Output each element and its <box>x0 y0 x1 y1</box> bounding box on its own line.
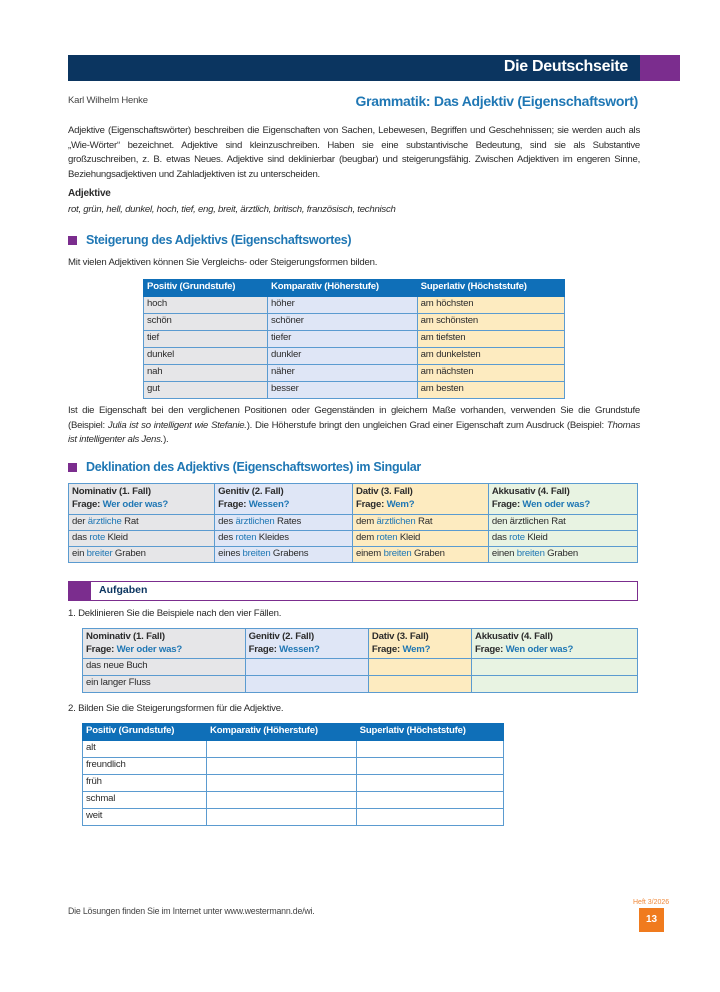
table-cell: freundlich <box>83 758 207 775</box>
column-header-dativ: Dativ (3. Fall) Frage: Wem? <box>368 629 471 659</box>
issue-label: Heft 3/2026 <box>633 899 670 906</box>
task-1: 1. Deklinieren Sie die Beispiele nach den vier Fällen. <box>68 608 282 619</box>
answer-cell[interactable] <box>207 741 357 758</box>
table-row <box>144 365 565 382</box>
table-cell: des roten Kleides <box>215 531 353 547</box>
square-bullet-icon <box>68 236 77 245</box>
answer-cell[interactable] <box>356 775 503 792</box>
section-heading-text: Deklination des Adjektivs (Eigenschaftswortes) im Singular <box>86 460 421 474</box>
table-cell: ein langer Fluss <box>83 676 246 693</box>
table-cell: einem breiten Graben <box>352 547 488 563</box>
header-band <box>68 55 680 81</box>
column-header-akkusativ: Akkusativ (4. Fall) Frage: Wen oder was? <box>488 484 637 515</box>
solutions-note: Die Lösungen finden Sie im Internet unter www.westermann.de/wi. <box>68 906 315 916</box>
task-2: 2. Bilden Sie die Steigerungsformen für die Adjektive. <box>68 703 284 714</box>
intro-paragraph: Adjektive (Eigenschaftswörter) beschreiben die Eigenschaften von Sachen, Lebewesen, Begriffen und Geschehnissen; sie werden auch als „Wie-Wörter“ bezeichnet. Adjektive sind kleinzuschreiben. Haben sie eine substantivische Bedeutung, sind sie als Substantive großzuschreiben, z. B. etwas Neues. Adjektive sind deklinierbar (beugbar) und steigerungsfähig. Zwischen Adjektiven im engeren Sinne, Beziehungsadjektiven und Zahladjektiven ist zu unterscheiden. <box>68 125 640 180</box>
table-row <box>144 382 565 399</box>
table-cell: tief <box>144 331 268 348</box>
column-header-nominativ: Nominativ (1. Fall) Frage: Wer oder was? <box>69 484 215 515</box>
table-row <box>83 659 638 676</box>
table-cell: das rote Kleid <box>488 531 637 547</box>
answer-cell[interactable] <box>472 676 638 693</box>
table-cell: besser <box>268 382 418 399</box>
column-header-genitiv: Genitiv (2. Fall) Frage: Wessen? <box>245 629 368 659</box>
answer-cell[interactable] <box>356 741 503 758</box>
table-row <box>144 348 565 365</box>
answer-cell[interactable] <box>368 659 471 676</box>
column-header-akkusativ: Akkusativ (4. Fall) Frage: Wen oder was? <box>472 629 638 659</box>
accent-block <box>69 582 91 600</box>
exercise-deklination-table <box>82 628 638 693</box>
column-header-nominativ: Nominativ (1. Fall) Frage: Wer oder was? <box>83 629 246 659</box>
table-cell: dunkel <box>144 348 268 365</box>
column-header-genitiv: Genitiv (2. Fall) Frage: Wessen? <box>215 484 353 515</box>
answer-cell[interactable] <box>207 792 357 809</box>
table-cell: hoch <box>144 297 268 314</box>
answer-cell[interactable] <box>207 758 357 775</box>
answer-cell[interactable] <box>245 659 368 676</box>
table-cell: am schönsten <box>417 314 564 331</box>
square-bullet-icon <box>68 463 77 472</box>
answer-cell[interactable] <box>245 676 368 693</box>
table-cell: schön <box>144 314 268 331</box>
answer-cell[interactable] <box>207 809 357 826</box>
table-cell: eines breiten Grabens <box>215 547 353 563</box>
table-cell: am dunkelsten <box>417 348 564 365</box>
section-heading-text: Steigerung des Adjektivs (Eigenschaftswortes) <box>86 233 352 247</box>
section-heading-steigerung <box>68 233 351 247</box>
column-header-dativ: Dativ (3. Fall) Frage: Wem? <box>352 484 488 515</box>
table-row <box>83 676 638 693</box>
table-row <box>69 531 638 547</box>
table-cell: gut <box>144 382 268 399</box>
table-cell: weit <box>83 809 207 826</box>
column-header: Superlativ (Höchststufe) <box>417 280 564 297</box>
column-header: Positiv (Grundstufe) <box>144 280 268 297</box>
adjectives-heading: Adjektive <box>68 188 111 199</box>
example-sentence: Thomas ist intelligenter als Jens. <box>68 419 640 445</box>
table-cell: das rote Kleid <box>69 531 215 547</box>
table-row <box>144 297 565 314</box>
author: Karl Wilhelm Henke <box>68 95 148 106</box>
answer-cell[interactable] <box>356 758 503 775</box>
section-heading-deklination <box>68 460 421 474</box>
table-cell: schmal <box>83 792 207 809</box>
steigerung-lead: Mit vielen Adjektiven können Sie Vergleichs- oder Steigerungsformen bilden. <box>68 257 378 268</box>
table-cell: einen breiten Graben <box>488 547 637 563</box>
column-header: Superlativ (Höchststufe) <box>356 724 503 741</box>
table-cell: schöner <box>268 314 418 331</box>
table-cell: alt <box>83 741 207 758</box>
table-row <box>83 741 504 758</box>
exercise-steigerung-table <box>82 723 504 826</box>
table-cell: früh <box>83 775 207 792</box>
table-cell: am tiefsten <box>417 331 564 348</box>
deklination-table <box>68 483 638 563</box>
table-row <box>83 792 504 809</box>
table-cell: nah <box>144 365 268 382</box>
answer-cell[interactable] <box>356 809 503 826</box>
adjectives-list: rot, grün, hell, dunkel, hoch, tief, eng, breit, ärztlich, britisch, französisch, technisch <box>68 204 396 215</box>
aufgaben-banner <box>68 581 638 601</box>
table-cell: dem roten Kleid <box>352 531 488 547</box>
column-header: Komparativ (Höherstufe) <box>268 280 418 297</box>
table-cell: am höchsten <box>417 297 564 314</box>
answer-cell[interactable] <box>368 676 471 693</box>
column-header: Komparativ (Höherstufe) <box>207 724 357 741</box>
page-title: Grammatik: Das Adjektiv (Eigenschaftswort) <box>355 93 638 109</box>
table-cell: näher <box>268 365 418 382</box>
section-label: Die Deutschseite <box>503 58 628 75</box>
accent-block <box>640 55 680 81</box>
table-cell: das neue Buch <box>83 659 246 676</box>
example-sentence: Julia ist so intelligent wie Stefanie. <box>107 419 247 431</box>
table-row <box>83 809 504 826</box>
table-cell: den ärztlichen Rat <box>488 515 637 531</box>
table-row <box>144 331 565 348</box>
table-cell: am nächsten <box>417 365 564 382</box>
table-row <box>144 314 565 331</box>
answer-cell[interactable] <box>207 775 357 792</box>
table-cell: ein breiter Graben <box>69 547 215 563</box>
answer-cell[interactable] <box>472 659 638 676</box>
page-number: 13 <box>639 908 664 932</box>
table-cell: des ärztlichen Rates <box>215 515 353 531</box>
table-row <box>69 547 638 563</box>
steigerung-explanation: Ist die Eigenschaft bei den verglichenen Positionen oder Gegenständen in gleichem Maße vorhanden, verwenden Sie die Grundstufe (Beispiel: Julia ist so intelligent wie Stefanie.). Die Höherstufe bringt den ungleichen Grad einer Eigenschaft zum Ausdruck (Beispiel: Thomas ist intelligenter als Jens.). <box>68 405 640 445</box>
aufgaben-label: Aufgaben <box>99 584 148 596</box>
table-cell: tiefer <box>268 331 418 348</box>
table-row <box>83 775 504 792</box>
table-cell: am besten <box>417 382 564 399</box>
table-cell: höher <box>268 297 418 314</box>
table-cell: dem ärztlichen Rat <box>352 515 488 531</box>
table-row <box>83 758 504 775</box>
table-cell: dunkler <box>268 348 418 365</box>
column-header: Positiv (Grundstufe) <box>83 724 207 741</box>
table-row <box>69 515 638 531</box>
steigerung-table <box>143 279 565 399</box>
answer-cell[interactable] <box>356 792 503 809</box>
table-cell: der ärztliche Rat <box>69 515 215 531</box>
